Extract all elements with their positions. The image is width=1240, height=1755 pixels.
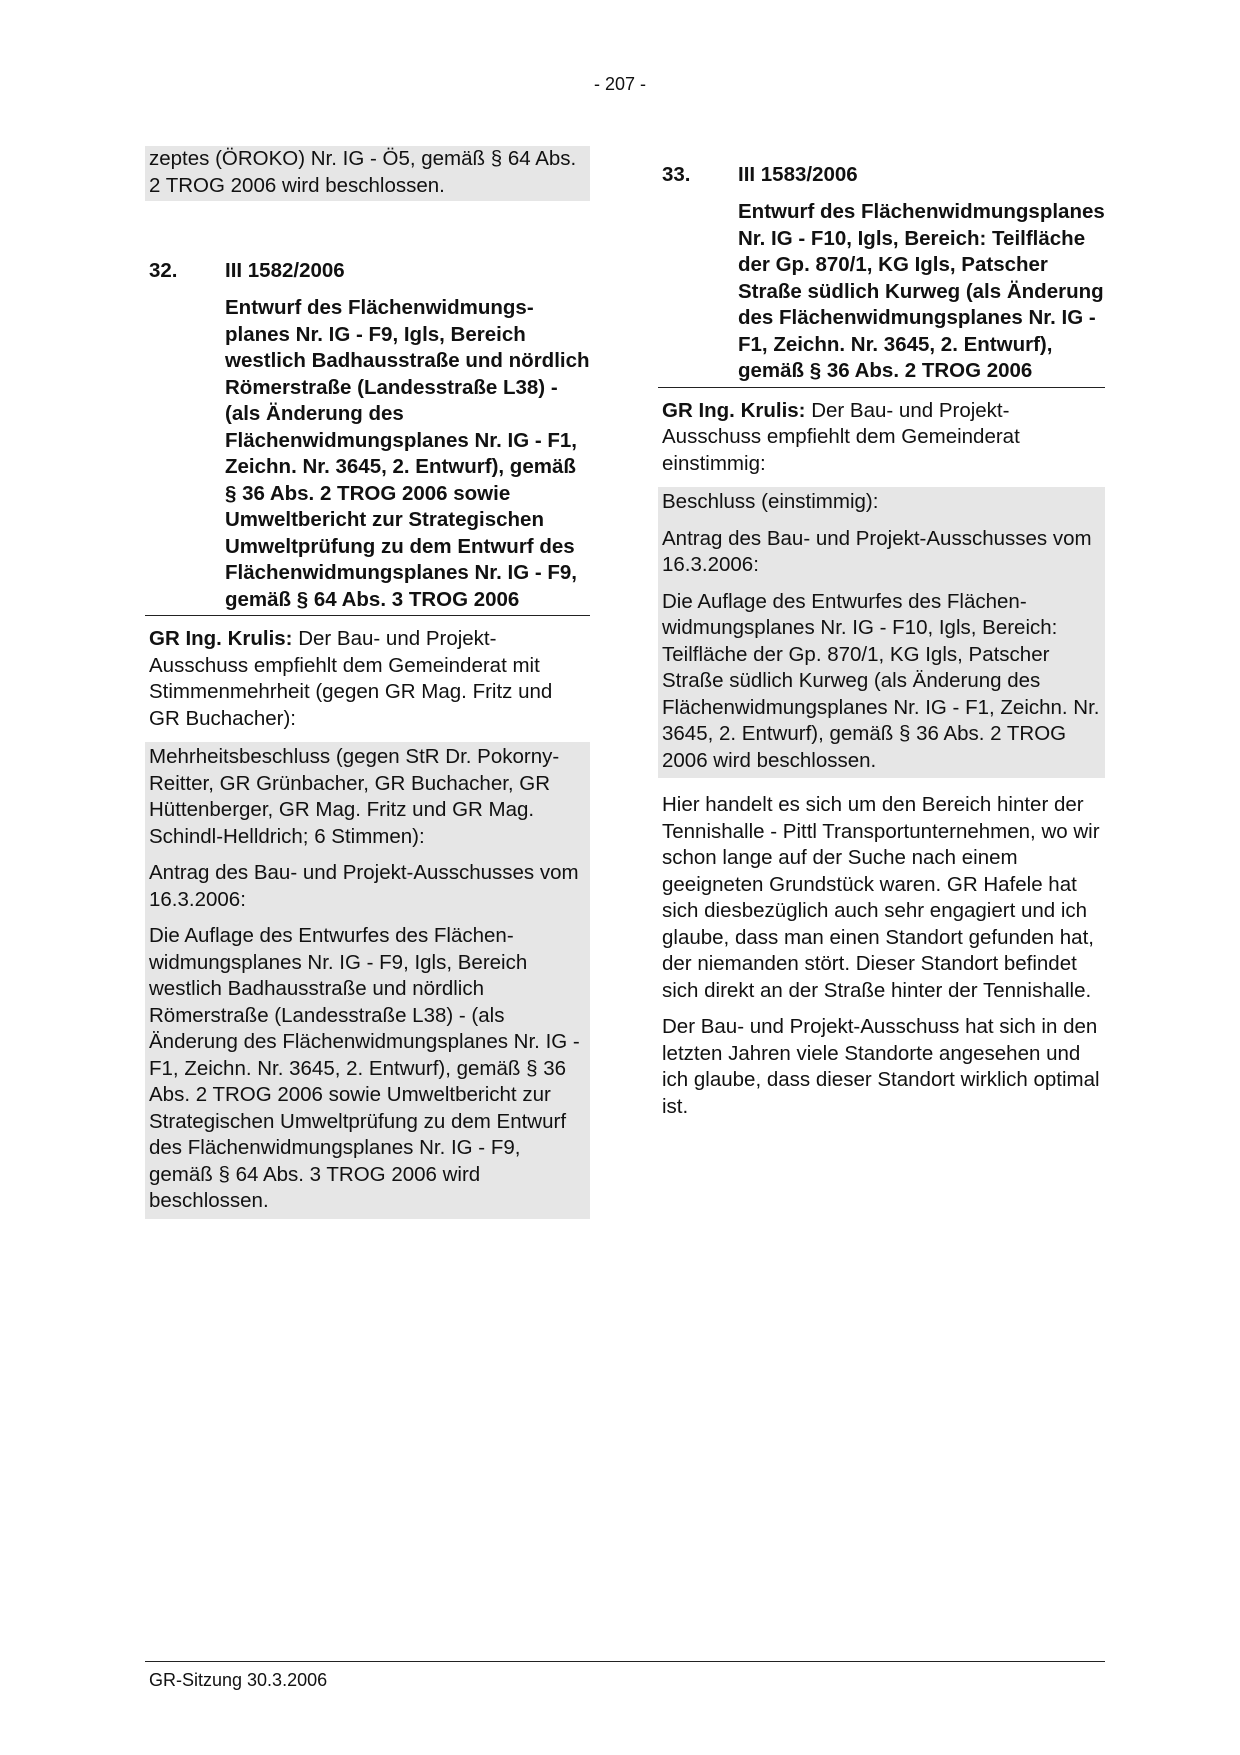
item-33-resolution-type: Beschluss (einstimmig): — [662, 490, 879, 513]
item-33-statement — [658, 398, 1105, 478]
item-33-divider — [658, 387, 1105, 388]
item-33-reference: III 1583/2006 — [738, 163, 858, 186]
item-32-speaker: GR Ing. Krulis: — [149, 627, 293, 650]
item-32-divider — [145, 615, 590, 616]
page-number: - 207 - — [593, 74, 647, 94]
item-32-number: 32. — [149, 259, 178, 282]
item-33-motion: Antrag des Bau- und Projekt-Ausschusses vom 16.3.2006: — [662, 526, 1092, 576]
item-33-statement-text: Der Bau- und Projekt-Ausschuss empfiehlt dem Gemeinderat einstimmig: — [662, 398, 1020, 475]
item-33-title: Entwurf des Flächenwidmungsplanes Nr. IG - F10, Igls, Bereich: Teilfläche der Gp. 870/1, KG Igls, Patscher Straße südlich Kurweg (als Änderung des Flächenwidmungsplanes Nr. IG - F1, Zeichn. Nr. 3645, 2. Entwurf), gemäß § 36 Abs. 2 TROG 2006 — [738, 200, 1105, 382]
item-33-resolution-box — [658, 487, 1105, 778]
item-33-number: 33. — [662, 163, 691, 186]
item-32-title: Entwurf des Flächenwidmungsplanes Nr. IG - F9, Igls, Bereich westlich Badhausstraße und nördlich Römerstraße (Landesstraße L38) - (als Änderung des Flächenwidmungsplanes Nr. IG - F1, Zeichn. Nr. 3645, 2. Entwurf), gemäß § 36 Abs. 2 TROG 2006 sowie Umweltbericht zur Strategischen Umweltprüfung zu dem Entwurf des Flächenwidmungsplanes Nr. IG - F9, gemäß § 64 Abs. 3 TROG 2006 — [225, 296, 590, 611]
item-32-decision: Die Auflage des Entwurfes des Flächenwidmungsplanes Nr. IG - F9, Igls, Bereich westlich Badhausstraße und nördlich Römerstraße (Landesstraße L38) - (als Änderung des Flächenwidmungsplanes Nr. IG - F1, Zeichn. Nr. 3645, 2. Entwurf), gemäß § 36 Abs. 2 TROG 2006 sowie Umweltbericht zur Strategischen Umweltprüfung zu dem Entwurf des Flächenwidmungsplanes Nr. IG - F9, gemäß § 64 Abs. 3 TROG 2006 wird beschlossen. — [149, 924, 580, 1212]
item-32-resolution-type: Mehrheitsbeschluss (gegen StR Dr. Pokorny-Reitter, GR Grünbacher, GR Buchacher, GR Hüttenberger, GR Mag. Fritz und GR Mag. Schindl-Helldrich; 6 Stimmen): — [149, 745, 560, 848]
item-32-header — [145, 258, 590, 284]
item-32-motion: Antrag des Bau- und Projekt-Ausschusses vom 16.3.2006: — [149, 861, 579, 911]
continuation-text: zeptes (ÖROKO) Nr. IG - Ö5, gemäß § 64 Abs. 2 TROG 2006 wird beschlossen. — [145, 146, 590, 201]
item-33-decision: Die Auflage des Entwurfes des Flächenwidmungsplanes Nr. IG - F10, Igls, Bereich: Teilfläche der Gp. 870/1, KG Igls, Patscher Straße südlich Kurweg (als Änderung des Flächenwidmungsplanes Nr. IG - F1, Zeichn. Nr. 3645, 2. Entwurf), gemäß § 36 Abs. 2 TROG 2006 wird beschlossen. — [662, 589, 1100, 772]
item-33-speaker: GR Ing. Krulis: — [662, 398, 806, 422]
footer-text: GR-Sitzung 30.3.2006 — [149, 1670, 328, 1690]
item-32-statement — [145, 626, 590, 732]
item-33-header — [658, 162, 1105, 188]
footer-divider — [145, 1661, 1105, 1662]
item-33-paragraph-2: Der Bau- und Projekt-Ausschuss hat sich in den letzten Jahren viele Standorte angesehen und ich glaube, dass dieser Standort wirklich optimal ist. — [662, 1015, 1100, 1118]
item-32-resolution-box — [145, 742, 590, 1219]
right-column — [658, 146, 1105, 1120]
item-32-statement-text: Der Bau- und Projekt-Ausschuss empfiehlt dem Gemeinderat mit Stimmenmehrheit (gegen GR Mag. Fritz und GR Buchacher): — [149, 627, 553, 730]
item-32-reference: III 1582/2006 — [225, 259, 345, 282]
left-column — [145, 146, 590, 1219]
item-33-paragraph-1: Hier handelt es sich um den Bereich hinter der Tennishalle - Pittl Transportunternehmen, wo wir schon lange auf der Suche nach einem geeigneten Grundstück waren. GR Hafele hat sich diesbezüglich auch sehr engagiert und ich glaube, dass man einen Standort gefunden hat, der niemanden stört. Dieser Standort befindet sich direkt an der Straße hinter der Tennishalle. — [662, 793, 1100, 1002]
